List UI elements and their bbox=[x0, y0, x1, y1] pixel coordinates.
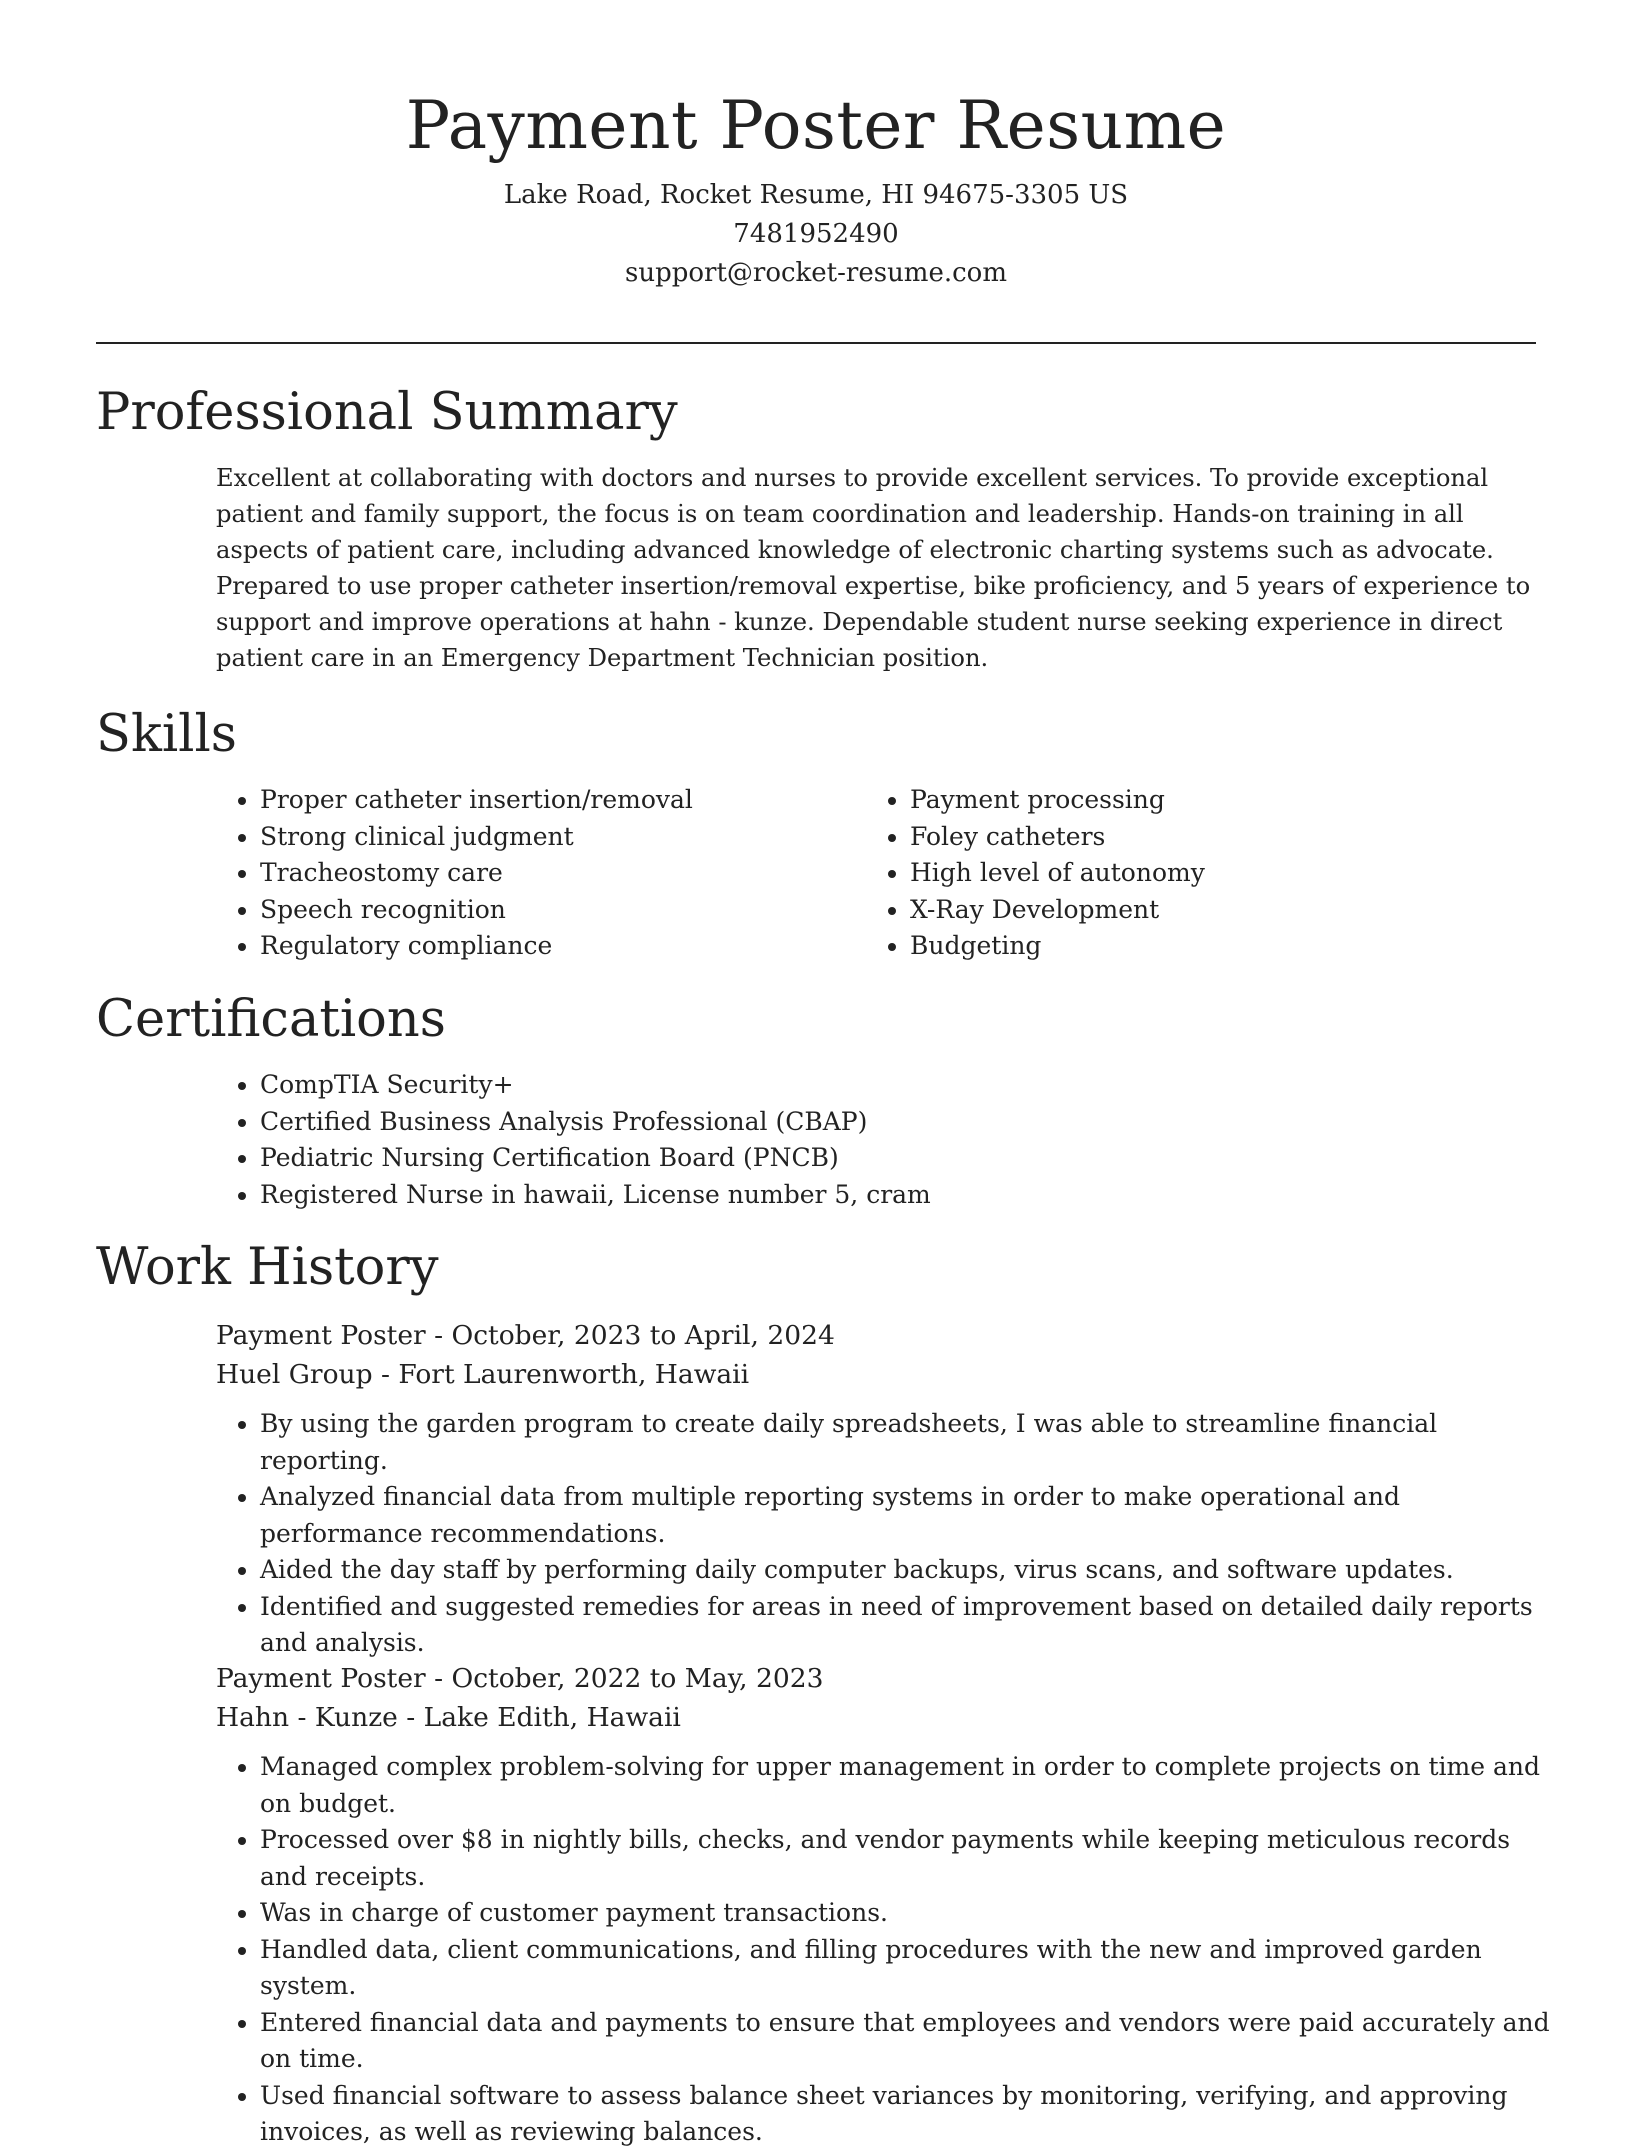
job-location: Fort Laurenworth, Hawaii bbox=[398, 1359, 750, 1390]
job-duty-item: • Aided the day staff by performing daily computer backups, virus scans, and software updates. bbox=[260, 1552, 1550, 1589]
job-entry bbox=[216, 1316, 1546, 1662]
job-duty-item: • Entered financial data and payments to ensure that employees and vendors were paid accurately and on time. bbox=[260, 2005, 1550, 2078]
skill-item: • Foley catheters bbox=[910, 819, 1486, 856]
section-title-skills: Skills bbox=[96, 705, 237, 764]
job-duty-item: • By using the garden program to create daily spreadsheets, I was able to streamline financial reporting. bbox=[260, 1406, 1550, 1479]
job-title: Payment Poster bbox=[216, 1320, 426, 1351]
header-divider bbox=[96, 342, 1536, 344]
job-duties bbox=[216, 1749, 1550, 2151]
job-duty-item: • Processed over $8 in nightly bills, checks, and vendor payments while keeping meticulous records and receipts. bbox=[260, 1822, 1550, 1895]
skills-column-right bbox=[866, 782, 1486, 965]
job-dates: October, 2022 to May, 2023 bbox=[451, 1663, 824, 1694]
job-company: Huel Group bbox=[216, 1359, 373, 1390]
contact-info bbox=[0, 176, 1632, 293]
certification-item: • Pediatric Nursing Certification Board (PNCB) bbox=[260, 1140, 1536, 1177]
skill-item: • High level of autonomy bbox=[910, 855, 1486, 892]
resume-header bbox=[0, 0, 1632, 293]
job-duty-item: • Analyzed financial data from multiple reporting systems in order to make operational and performance recommendations. bbox=[260, 1479, 1550, 1552]
job-employer: Hahn - Kunze - Lake Edith, Hawaii bbox=[216, 1702, 681, 1733]
skill-item: • Strong clinical judgment bbox=[260, 819, 836, 856]
job-location: Lake Edith, Hawaii bbox=[423, 1702, 681, 1733]
summary-text: Excellent at collaborating with doctors and nurses to provide excellent services. To provide exceptional patient and family support, the focus is on team coordination and leadership. Hands-on training in all aspects of patient care, including advanced knowledge of electronic charting systems such as advocate. Prepared to use proper catheter insertion/removal expertise, bike proficiency, and 5 years of experience to support and improve operations at hahn - kunze. Dependable student nurse seeking experience in direct patient care in an Emergency Department Technician position. bbox=[216, 464, 1531, 672]
skill-item: • Regulatory compliance bbox=[260, 928, 836, 965]
job-dates: October, 2023 to April, 2024 bbox=[451, 1320, 835, 1351]
skill-item: • Payment processing bbox=[910, 782, 1486, 819]
section-title-summary: Professional Summary bbox=[96, 383, 678, 442]
resume-title: Payment Poster Resume bbox=[405, 87, 1227, 164]
job-company: Hahn - Kunze bbox=[216, 1702, 398, 1733]
job-duty-item: • Used financial software to assess balance sheet variances by monitoring, verifying, and approving invoices, as well as reviewing balances. bbox=[260, 2078, 1550, 2151]
contact-phone: 7481952490 bbox=[733, 219, 899, 249]
job-duty-item: • Identified and suggested remedies for areas in need of improvement based on detailed daily reports and analysis. bbox=[260, 1589, 1550, 1662]
skill-item: • Proper catheter insertion/removal bbox=[260, 782, 836, 819]
job-duty-item: • Managed complex problem-solving for upper management in order to complete projects on time and on budget. bbox=[260, 1749, 1550, 1822]
job-heading: Payment Poster - October, 2022 to May, 2023 bbox=[216, 1663, 824, 1694]
certification-item: • Certified Business Analysis Professional (CBAP) bbox=[260, 1104, 1536, 1141]
section-title-work-history: Work History bbox=[96, 1238, 439, 1297]
job-title: Payment Poster bbox=[216, 1663, 426, 1694]
certification-item: • Registered Nurse in hawaii, License number 5, cram bbox=[260, 1177, 1536, 1214]
contact-email: support@rocket-resume.com bbox=[624, 258, 1007, 288]
job-employer: Huel Group - Fort Laurenworth, Hawaii bbox=[216, 1359, 750, 1390]
job-duty-item: • Handled data, client communications, and filling procedures with the new and improved garden system. bbox=[260, 1932, 1550, 2005]
job-duties bbox=[216, 1406, 1546, 1662]
skill-item: • Tracheostomy care bbox=[260, 855, 836, 892]
certifications-list bbox=[216, 1067, 1536, 1213]
job-heading: Payment Poster - October, 2023 to April, 2024 bbox=[216, 1320, 835, 1351]
job-entry bbox=[216, 1659, 1550, 2151]
skill-item: • Speech recognition bbox=[260, 892, 836, 929]
section-title-certifications: Certifications bbox=[96, 990, 446, 1049]
certification-item: • CompTIA Security+ bbox=[260, 1067, 1536, 1104]
skill-item: • X-Ray Development bbox=[910, 892, 1486, 929]
job-duty-item: • Was in charge of customer payment transactions. bbox=[260, 1895, 1550, 1932]
skills-column-left bbox=[216, 782, 836, 965]
contact-address: Lake Road, Rocket Resume, HI 94675-3305 US bbox=[503, 180, 1129, 210]
skill-item: • Budgeting bbox=[910, 928, 1486, 965]
